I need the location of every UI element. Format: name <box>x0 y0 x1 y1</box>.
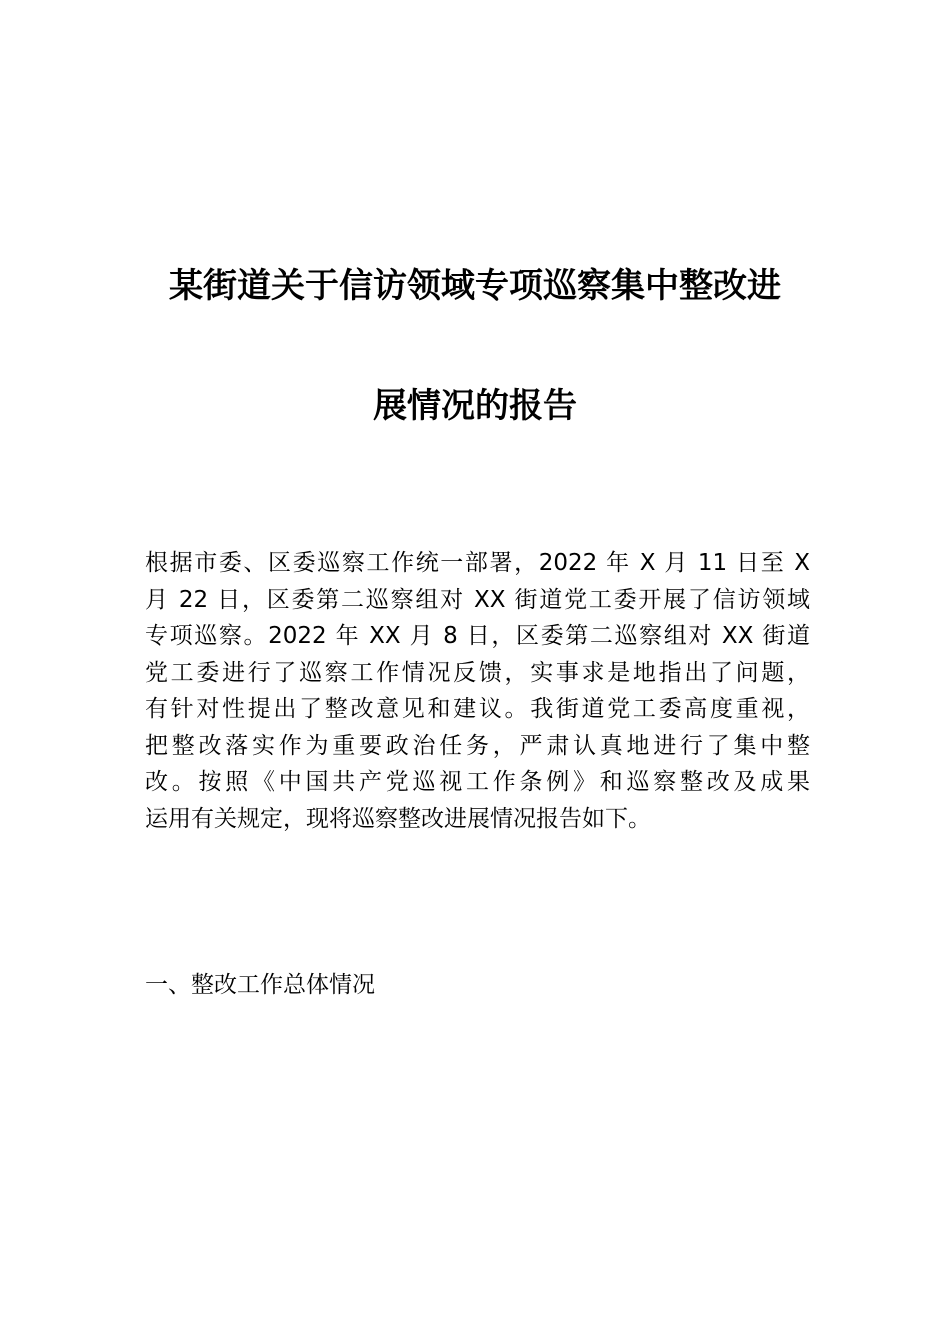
intro-line-3: 专项巡察。2022 年 XX 月 8 日，区委第二巡察组对 XX 街道 <box>145 623 810 649</box>
intro-line-8: 运用有关规定，现将巡察整改进展情况报告如下。 <box>145 805 651 832</box>
intro-paragraph <box>145 545 810 837</box>
intro-line-2: 月 22 日，区委第二巡察组对 XX 街道党工委开展了信访领域 <box>145 586 810 613</box>
section-heading-1: 一、整改工作总体情况 <box>145 972 375 998</box>
document-title-line-2: 展情况的报告 <box>373 386 577 426</box>
intro-line-1: 根据市委、区委巡察工作统一部署，2022 年 X 月 11 日至 X <box>145 550 810 576</box>
document-title-line-1: 某街道关于信访领域专项巡察集中整改进 <box>169 266 781 306</box>
intro-line-5: 有针对性提出了整改意见和建议。我街道党工委高度重视， <box>145 696 810 722</box>
intro-line-4: 党工委进行了巡察工作情况反馈，实事求是地指出了问题， <box>145 659 810 686</box>
intro-line-6: 把整改落实作为重要政治任务，严肃认真地进行了集中整 <box>145 732 810 759</box>
intro-line-7: 改。按照《中国共产党巡视工作条例》和巡察整改及成果 <box>145 769 810 795</box>
